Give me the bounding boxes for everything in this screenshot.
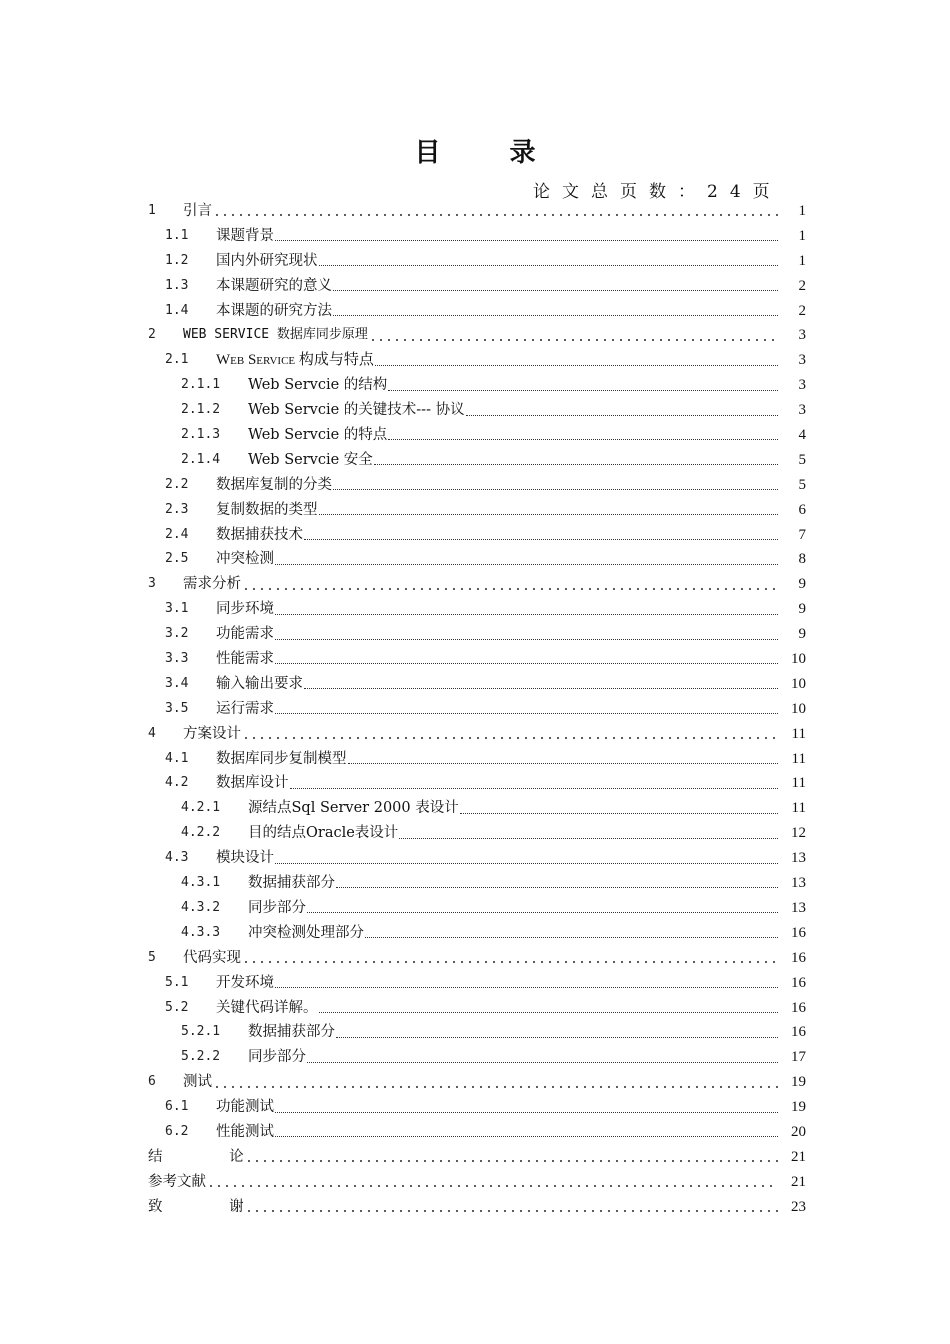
- toc-entry-page: 1: [798, 252, 806, 269]
- toc-entry-title: 测试: [183, 1074, 212, 1091]
- toc-entry-title: Web Servcie 的关键技术--- 协议: [248, 402, 465, 419]
- toc-entry-page: 16: [791, 924, 806, 941]
- toc-entry-title: 开发环境: [216, 974, 274, 991]
- toc-entry[interactable]: [148, 946, 806, 971]
- toc-entry-title: 同步部分: [248, 899, 306, 916]
- toc-entry-title: 数据库同步复制模型: [216, 750, 347, 767]
- toc-entry[interactable]: [148, 622, 806, 647]
- toc-entry-number: 2.1.3: [181, 427, 221, 443]
- toc-entry-page: 3: [798, 377, 806, 394]
- toc-entry-number: 1: [148, 203, 156, 218]
- toc-entry-title: 模块设计: [216, 850, 274, 867]
- toc-entry-page: 17: [791, 1049, 806, 1066]
- toc-entry-page: 16: [791, 999, 806, 1016]
- toc-entry-number: 2.1: [165, 352, 189, 368]
- toc-entry[interactable]: [148, 647, 806, 672]
- toc-entry-number: 2: [148, 327, 156, 343]
- toc-dot-leader: [307, 911, 778, 913]
- toc-entry[interactable]: [148, 697, 806, 722]
- toc-entry-number: 6.1: [165, 1099, 189, 1115]
- toc-entry-title: 复制数据的类型: [216, 501, 318, 518]
- toc-entry-number: 2.1.4: [181, 451, 221, 467]
- toc-dot-leader: [388, 438, 778, 440]
- toc-entry-title: 数据捕获技术: [216, 526, 303, 543]
- toc-dot-leader: [242, 737, 778, 739]
- toc-dot-leader: [242, 588, 778, 590]
- toc-dot-leader: [319, 1011, 779, 1013]
- toc-dot-leader: [374, 463, 778, 465]
- toc-dot-leader: [245, 1160, 778, 1162]
- toc-entry[interactable]: [148, 1095, 806, 1120]
- toc-entry-title: 冲突检测: [216, 551, 274, 568]
- toc-entry-title: 本课题的研究方法: [216, 302, 332, 319]
- toc-dot-leader: [213, 1086, 778, 1088]
- toc-dot-leader: [388, 389, 778, 391]
- toc-dot-leader: [375, 364, 778, 366]
- toc-entry-number: 5.1: [165, 974, 189, 990]
- toc-entry-number: 1.1: [165, 227, 189, 243]
- toc-dot-leader: [207, 1185, 778, 1187]
- toc-entry[interactable]: [148, 846, 806, 871]
- toc-entry[interactable]: [148, 1170, 806, 1195]
- toc-entry-title: 数据库设计: [216, 775, 289, 792]
- toc-entry-page: 10: [791, 700, 806, 717]
- toc-entry-number: 4.3: [165, 850, 189, 866]
- toc-entry-number: 6: [148, 1074, 156, 1090]
- toc-entry-number: 4.1: [165, 750, 189, 766]
- toc-dot-leader: [275, 239, 778, 241]
- toc-entry-number: 5.2.2: [181, 1049, 221, 1065]
- toc-entry[interactable]: [148, 1120, 806, 1145]
- toc-dot-leader: [333, 488, 778, 490]
- toc-entry[interactable]: [148, 299, 806, 324]
- toc-entry-number: 2.2: [165, 476, 189, 492]
- toc-entry-number: 1.2: [165, 252, 189, 268]
- toc-dot-leader: [275, 1135, 778, 1137]
- toc-dot-leader: [336, 1036, 778, 1038]
- toc-entry[interactable]: [148, 423, 806, 448]
- toc-entry-page: 11: [791, 775, 806, 792]
- toc-entry-page: 9: [798, 601, 806, 618]
- toc-entry-number: 2.1.1: [181, 377, 221, 393]
- toc-entry-title: 功能测试: [216, 1099, 274, 1116]
- toc-entry-number: 2.3: [165, 501, 189, 517]
- toc-entry-page: 2: [798, 277, 806, 294]
- toc-entry-number: 4: [148, 725, 156, 741]
- toc-entry-number: 2.4: [165, 526, 189, 542]
- toc-entry-page: 8: [798, 551, 806, 568]
- toc-dot-leader: [399, 837, 778, 839]
- toc-dot-leader: [275, 662, 778, 664]
- toc-entry-page: 19: [791, 1099, 806, 1116]
- toc-entry[interactable]: [148, 597, 806, 622]
- toc-entry[interactable]: [148, 448, 806, 473]
- toc-entry-number: 1.4: [165, 302, 189, 318]
- toc-dot-leader: [275, 638, 778, 640]
- table-of-contents: [148, 199, 806, 1220]
- toc-title: 目 录: [414, 138, 566, 168]
- toc-entry-title: 致 谢: [148, 1198, 244, 1215]
- toc-entry[interactable]: [148, 1020, 806, 1045]
- toc-entry-page: 1: [798, 203, 806, 219]
- toc-entry-number: 3.2: [165, 626, 189, 642]
- toc-entry-number: 4.3.1: [181, 875, 221, 891]
- toc-dot-leader: [369, 339, 778, 341]
- toc-entry-page: 3: [798, 327, 806, 344]
- toc-entry-page: 13: [791, 875, 806, 892]
- toc-entry[interactable]: [148, 323, 806, 348]
- toc-entry[interactable]: [148, 473, 806, 498]
- toc-dot-leader: [304, 538, 778, 540]
- toc-entry[interactable]: [148, 373, 806, 398]
- toc-entry-title: 结 论: [148, 1148, 244, 1165]
- toc-entry-title: 数据库复制的分类: [216, 476, 332, 493]
- toc-entry-page: 16: [791, 1024, 806, 1041]
- toc-entry[interactable]: [148, 971, 806, 996]
- toc-entry[interactable]: [148, 722, 806, 747]
- toc-entry[interactable]: [148, 523, 806, 548]
- toc-entry-number: 4.2.1: [181, 800, 221, 816]
- toc-dot-leader: [275, 563, 778, 565]
- toc-entry-page: 12: [791, 825, 806, 842]
- toc-entry-number: 4.2.2: [181, 825, 221, 841]
- toc-entry-title: 代码实现: [183, 949, 241, 966]
- toc-entry-title: Web Servcie 的结构: [248, 377, 388, 394]
- toc-entry-page: 16: [791, 949, 806, 966]
- toc-entry-page: 2: [798, 302, 806, 319]
- toc-entry-page: 21: [791, 1173, 806, 1190]
- toc-entry-number: 2.1.2: [181, 402, 221, 418]
- toc-entry-page: 9: [798, 626, 806, 643]
- toc-dot-leader: [213, 214, 778, 216]
- toc-entry-number: 2.5: [165, 551, 189, 567]
- toc-entry-page: 23: [791, 1198, 806, 1215]
- toc-entry-number: 4.3.3: [181, 924, 221, 940]
- toc-entry-page: 9: [798, 576, 806, 593]
- toc-entry[interactable]: [148, 572, 806, 597]
- toc-entry-page: 7: [798, 526, 806, 543]
- toc-entry-page: 11: [791, 750, 806, 767]
- toc-entry[interactable]: [148, 348, 806, 373]
- toc-dot-leader: [460, 812, 778, 814]
- toc-dot-leader: [245, 1210, 778, 1212]
- toc-entry-title: 关键代码详解。: [216, 999, 318, 1016]
- toc-entry-number: 3.5: [165, 700, 189, 716]
- toc-entry[interactable]: [148, 199, 806, 224]
- toc-entry-number: 5: [148, 949, 156, 965]
- toc-entry-title: 冲突检测处理部分: [248, 924, 364, 941]
- toc-entry-page: 16: [791, 974, 806, 991]
- toc-entry[interactable]: [148, 274, 806, 299]
- toc-entry-title: Web Servcie 安全: [248, 451, 373, 468]
- toc-entry-page: 5: [798, 451, 806, 468]
- toc-entry[interactable]: [148, 249, 806, 274]
- toc-entry-title: 运行需求: [216, 700, 274, 717]
- toc-entry[interactable]: [148, 996, 806, 1021]
- toc-entry-page: 13: [791, 899, 806, 916]
- toc-entry[interactable]: [148, 747, 806, 772]
- toc-dot-leader: [348, 762, 779, 764]
- toc-entry-title: 数据捕获部分: [248, 875, 335, 892]
- toc-dot-leader: [365, 936, 778, 938]
- toc-entry-number: 4.3.2: [181, 899, 221, 915]
- toc-dot-leader: [304, 687, 778, 689]
- toc-entry-number: 1.3: [165, 277, 189, 293]
- toc-entry-page: 13: [791, 850, 806, 867]
- toc-entry-title: 源结点Sql Server 2000 表设计: [248, 800, 459, 817]
- toc-dot-leader: [275, 712, 778, 714]
- toc-entry-page: 19: [791, 1074, 806, 1091]
- toc-dot-leader: [307, 1061, 778, 1063]
- toc-entry[interactable]: [148, 1045, 806, 1070]
- toc-dot-leader: [333, 289, 778, 291]
- toc-entry-page: 3: [798, 402, 806, 419]
- toc-entry-title: 性能测试: [216, 1123, 274, 1140]
- toc-entry-title: 功能需求: [216, 626, 274, 643]
- toc-entry[interactable]: [148, 224, 806, 249]
- toc-entry[interactable]: [148, 1195, 806, 1220]
- toc-entry[interactable]: [148, 896, 806, 921]
- toc-dot-leader: [275, 862, 778, 864]
- toc-entry-title: 方案设计: [183, 725, 241, 742]
- toc-entry-number: 5.2.1: [181, 1024, 221, 1040]
- toc-dot-leader: [336, 886, 778, 888]
- toc-dot-leader: [275, 986, 778, 988]
- toc-entry-page: 10: [791, 651, 806, 668]
- toc-entry-number: 3.4: [165, 675, 189, 691]
- toc-entry[interactable]: [148, 1070, 806, 1095]
- toc-entry[interactable]: [148, 796, 806, 821]
- toc-entry-title: WEB SERVICE 数据库同步原理: [183, 327, 368, 343]
- toc-entry-title: 目的结点Oracle表设计: [248, 825, 399, 842]
- toc-entry-number: 3: [148, 576, 156, 592]
- toc-dot-leader: [319, 264, 779, 266]
- toc-entry[interactable]: [148, 398, 806, 423]
- toc-entry-title: 需求分析: [183, 576, 241, 593]
- toc-entry-number: 3.3: [165, 651, 189, 667]
- toc-entry-page: 6: [798, 501, 806, 518]
- toc-entry-title: 数据捕获部分: [248, 1024, 335, 1041]
- toc-entry-title: 同步部分: [248, 1049, 306, 1066]
- toc-entry-page: 4: [798, 427, 806, 444]
- toc-entry[interactable]: [148, 498, 806, 523]
- toc-dot-leader: [333, 314, 778, 316]
- toc-dot-leader: [275, 1111, 778, 1113]
- toc-entry-page: 11: [791, 725, 806, 742]
- toc-entry[interactable]: [148, 771, 806, 796]
- toc-entry-title: 本课题研究的意义: [216, 277, 332, 294]
- toc-entry[interactable]: [148, 1145, 806, 1170]
- toc-entry-page: 20: [791, 1123, 806, 1140]
- total-page-count: 论文总页数：24页: [533, 182, 782, 202]
- toc-dot-leader: [290, 787, 779, 789]
- toc-entry-title: 输入输出要求: [216, 675, 303, 692]
- toc-dot-leader: [319, 513, 779, 515]
- toc-entry-title: 同步环境: [216, 601, 274, 618]
- toc-entry-number: 6.2: [165, 1123, 189, 1139]
- toc-entry-page: 11: [791, 800, 806, 817]
- toc-entry[interactable]: [148, 672, 806, 697]
- toc-entry-number: 4.2: [165, 775, 189, 791]
- toc-dot-leader: [466, 414, 778, 416]
- toc-entry-number: 3.1: [165, 601, 189, 617]
- toc-entry-title: Web Servcie 的特点: [248, 427, 388, 444]
- toc-entry-page: 5: [798, 476, 806, 493]
- toc-entry-number: 5.2: [165, 999, 189, 1015]
- toc-entry-title: 参考文献: [148, 1173, 206, 1190]
- toc-entry-title: 性能需求: [216, 651, 274, 668]
- toc-dot-leader: [242, 961, 778, 963]
- toc-entry[interactable]: [148, 871, 806, 896]
- toc-entry-page: 3: [798, 352, 806, 369]
- toc-entry[interactable]: [148, 547, 806, 572]
- toc-entry-title: 国内外研究现状: [216, 252, 318, 269]
- toc-entry-page: 21: [791, 1148, 806, 1165]
- toc-entry-page: 1: [798, 227, 806, 244]
- toc-entry-page: 10: [791, 675, 806, 692]
- toc-entry-title: Web Service 构成与特点: [216, 352, 374, 369]
- toc-dot-leader: [275, 613, 778, 615]
- toc-entry-title: 课题背景: [216, 227, 274, 244]
- toc-entry-title: 引言: [183, 203, 212, 219]
- toc-entry[interactable]: [148, 921, 806, 946]
- toc-entry[interactable]: [148, 821, 806, 846]
